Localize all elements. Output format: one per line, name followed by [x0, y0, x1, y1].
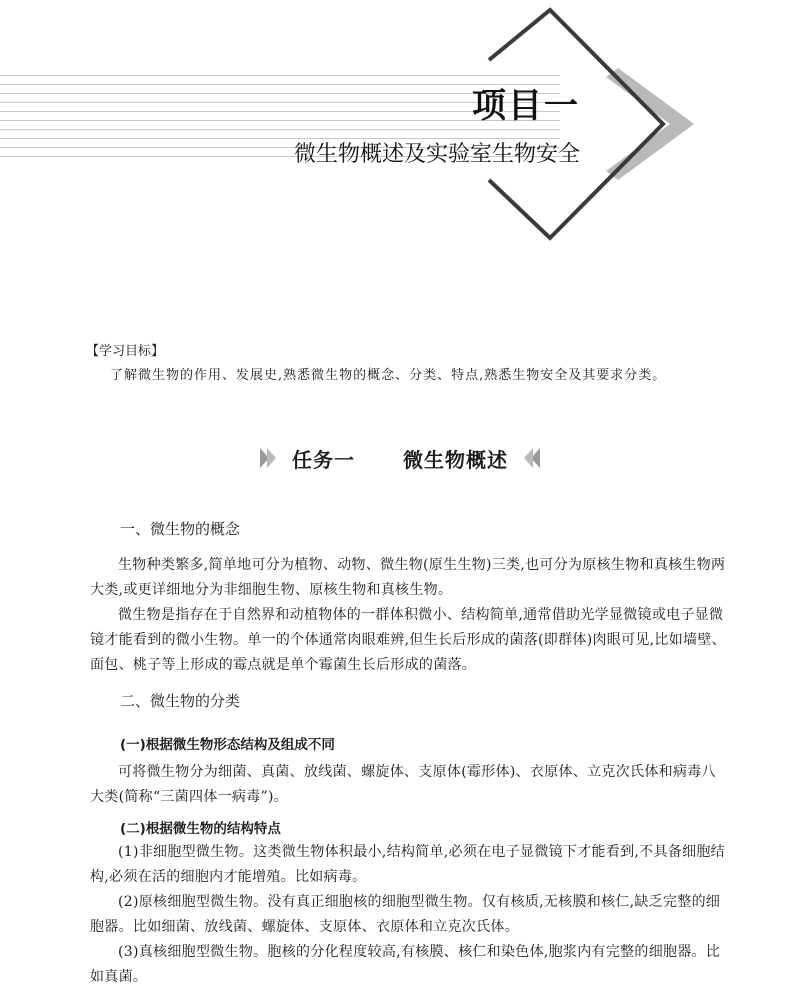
- paragraph: 微生物是指存在于自然界和动植物体的一群体积微小、结构简单,通常借助光学显微镜或电子显微镜才能看到的微小生物。单一的个体通常肉眼难辨,但生长后形成的菌落(即群体)肉眼可见,比如墙壁、面包、桃子等上形成的霉点就是单个霉菌生长后形成的菌落。: [90, 607, 726, 673]
- gray-chevron-icon: [606, 68, 694, 180]
- paragraph: 生物种类繁多,简单地可分为植物、动物、微生物(原生生物)三类,也可分为原核生物和真核生物两大类,或更详细地分为非细胞生物、原核生物和真核生物。: [90, 557, 726, 598]
- header-chevron-decoration: [0, 0, 800, 260]
- project-subtitle: 微生物概述及实验室生物安全: [293, 142, 580, 167]
- paragraph: (2)原核细胞型微生物。没有真正细胞核的细胞型微生物。仅有核质,无核膜和核仁,缺乏完整的细胞器。比如细菌、放线菌、螺旋体、支原体、衣原体和立克次氏体。: [90, 894, 721, 935]
- right-arrows-icon: [260, 446, 282, 470]
- section-heading-concept: 一、微生物的概念: [120, 520, 241, 538]
- paragraph: (1)非细胞型微生物。这类微生物体积最小,结构简单,必须在电子显微镜下才能看到,不具备细胞结构,必须在活的细胞内才能增殖。比如病毒。: [90, 844, 725, 885]
- objectives-text: 了解微生物的作用、发展史,熟悉微生物的概念、分类、特点,熟悉生物安全及其要求分类。: [110, 368, 667, 383]
- objectives-label: 【学习目标】: [86, 344, 165, 359]
- section-heading-classification: 二、微生物的分类: [120, 692, 241, 710]
- project-title: 项目一: [472, 86, 580, 126]
- subsection-heading: (二)根据微生物的结构特点: [120, 821, 281, 837]
- left-arrows-icon: [518, 446, 540, 470]
- subsection-heading: (一)根据微生物形态结构及组成不同: [120, 737, 335, 753]
- task-name: 微生物概述: [403, 447, 508, 472]
- paragraph: (3)真核细胞型微生物。胞核的分化程度较高,有核膜、核仁和染色体,胞浆内有完整的细胞器。比如真菌。: [90, 944, 721, 985]
- task-number: 任务一: [292, 447, 355, 472]
- paragraph: 可将微生物分为细菌、真菌、放线菌、螺旋体、支原体(霉形体)、衣原体、立克次氏体和病毒八大类(简称“三菌四体一病毒”)。: [90, 764, 716, 805]
- task-title: [230, 438, 570, 478]
